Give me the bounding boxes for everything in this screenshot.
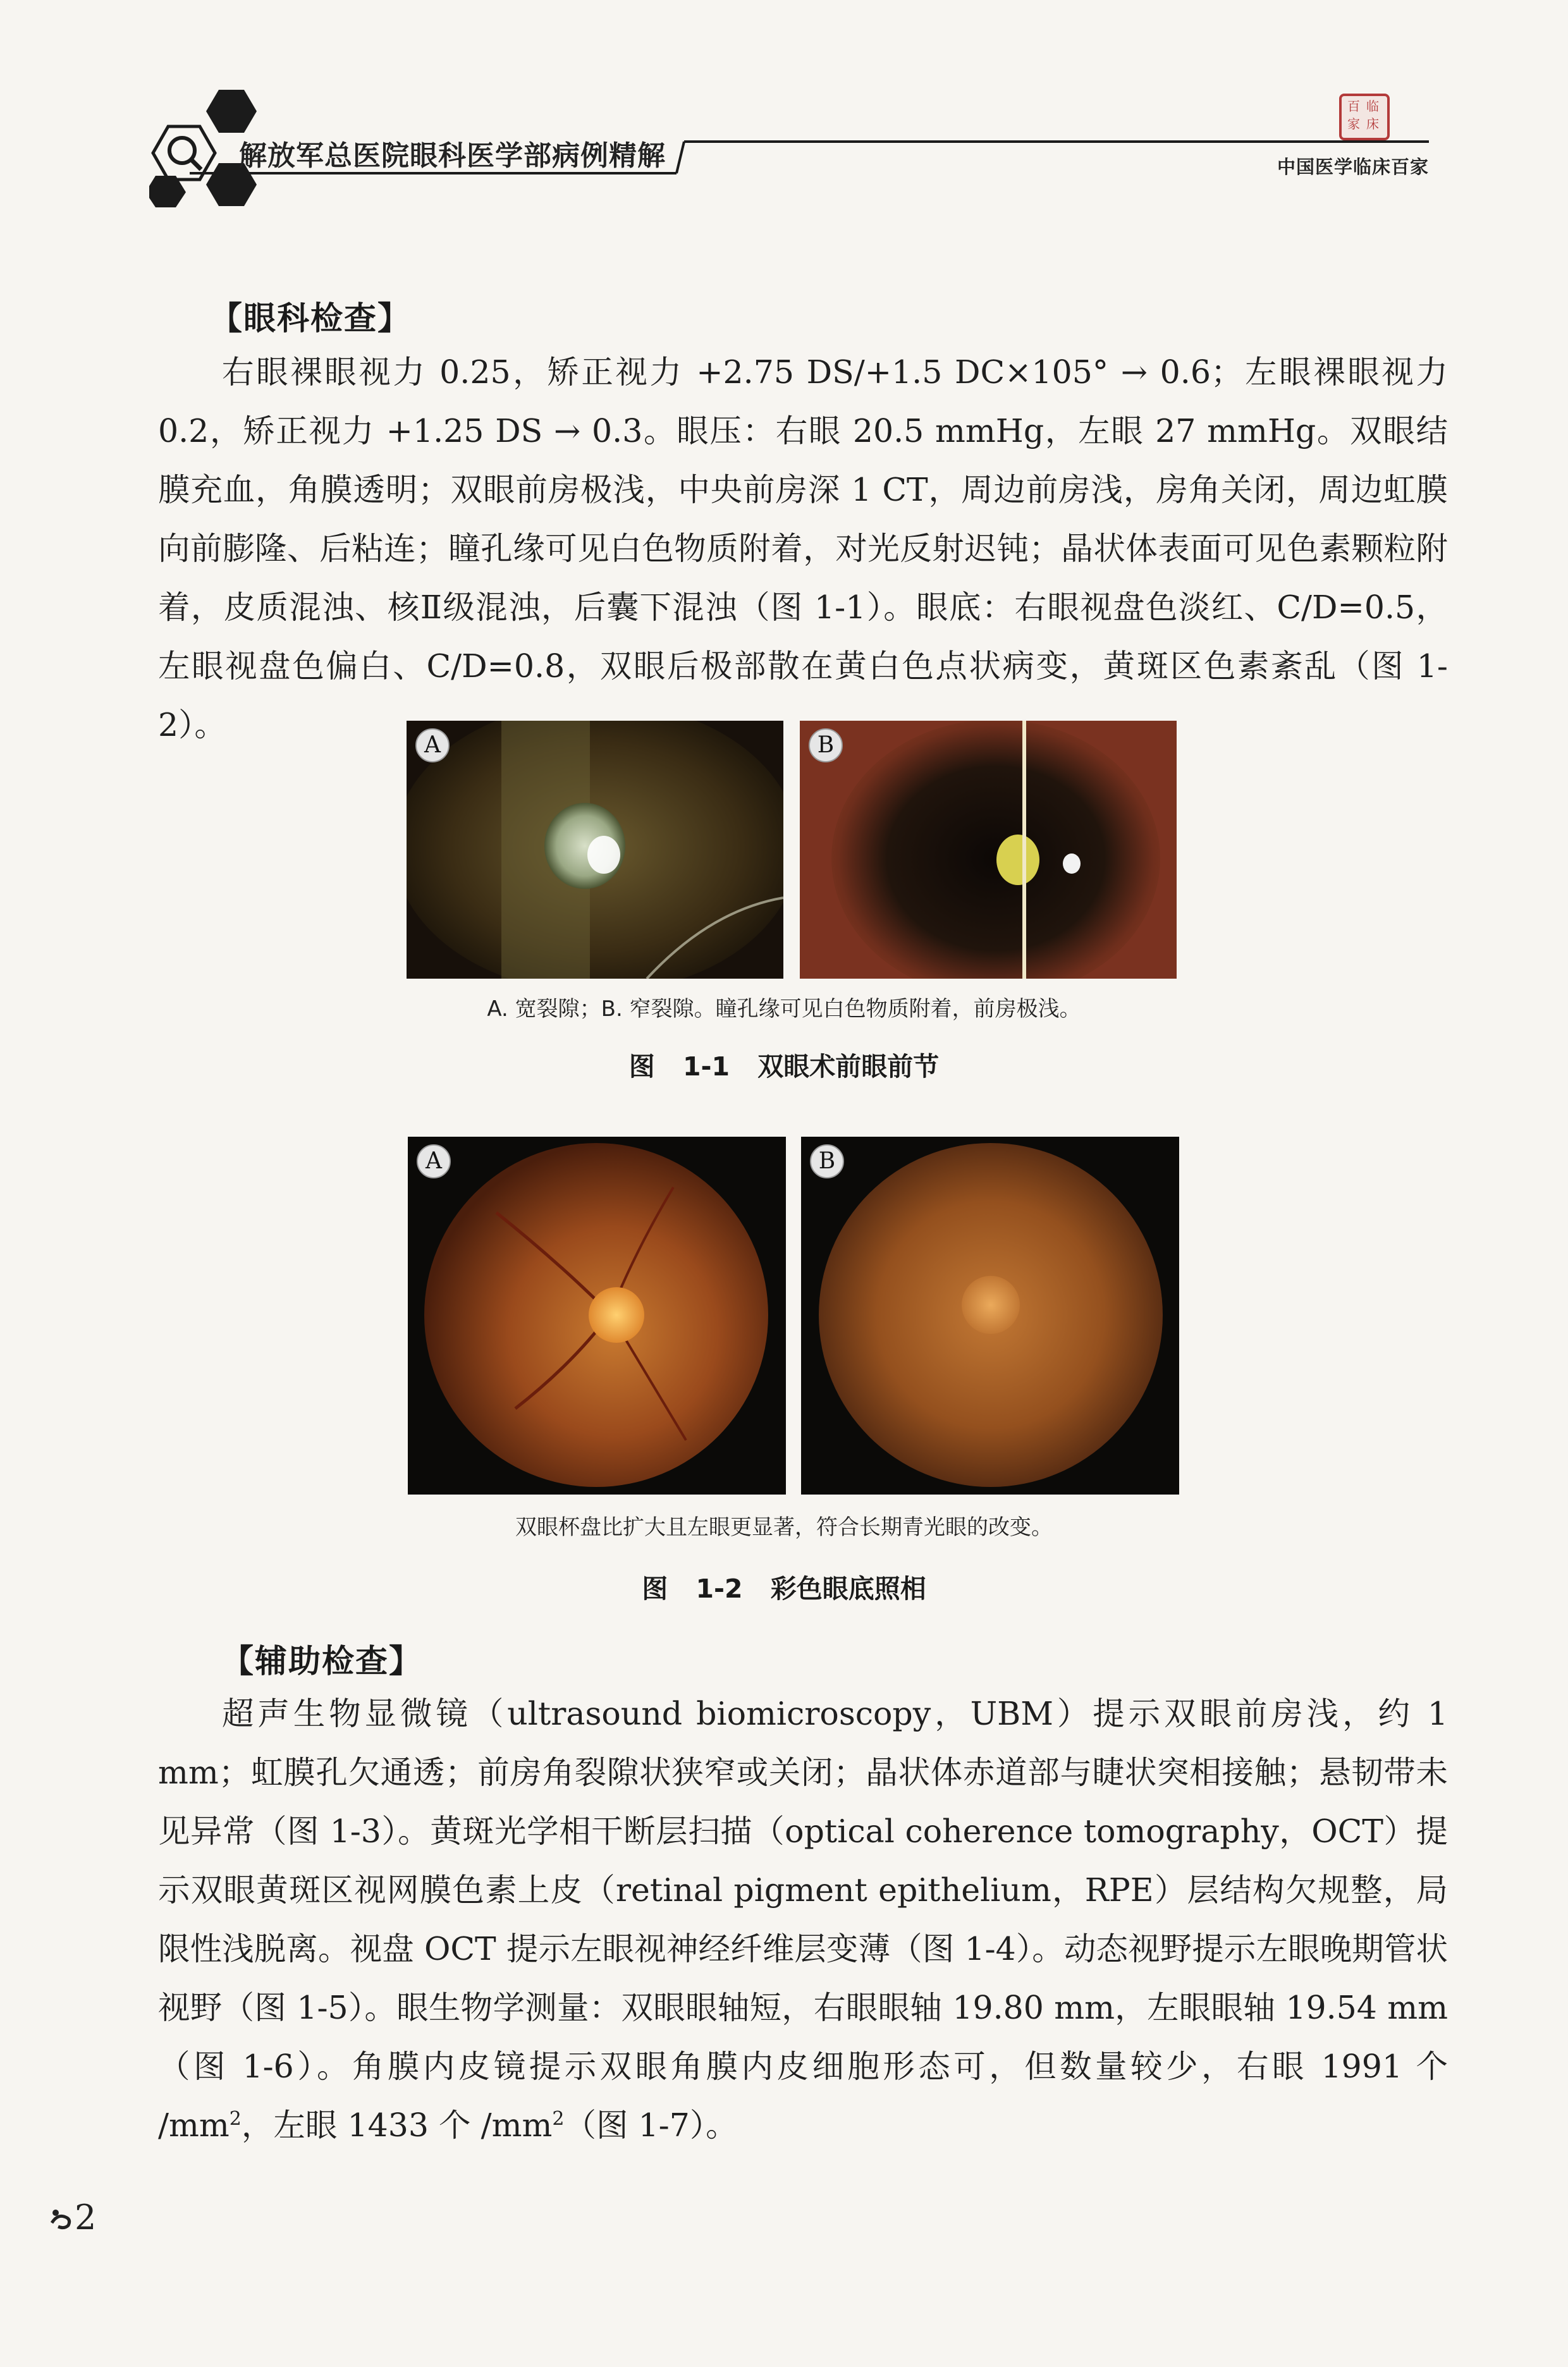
seal-char: 临 bbox=[1366, 99, 1379, 114]
paragraph-text: （图 1-7）。 bbox=[564, 2107, 738, 2144]
eye-exam-paragraph: 右眼裸眼视力 0.25，矫正视力 +2.75 DS/+1.5 DC×105° → 0.6；左眼裸眼视力 0.2，矫正视力 +1.25 DS → 0.3。眼压：右眼 20.5 mmHg，左眼 27 mmHg。双眼结膜充血，角膜透明；双眼前房极浅，中央前房深 1 CT，周边前房浅，房角关闭，周边虹膜向前膨隆、后粘连；瞳孔缘可见白色物质附着，对光反射迟钝；晶状体表面可见色素颗粒附着，皮质混浊、核Ⅱ级混浊，后囊下混浊（图 1-1）。眼底：右眼视盘色淡红、C/D=0.5，左眼视盘色偏白、C/D=0.8，双眼后极部散在黄白色点状病变，黄斑区色素紊乱（图 1-2）。 bbox=[158, 353, 1448, 743]
superscript: 2 bbox=[552, 2108, 565, 2131]
series-seal-logo bbox=[1339, 94, 1390, 140]
slit-lamp-photo-a bbox=[407, 721, 783, 979]
figure-note: A. 宽裂隙；B. 窄裂隙。瞳孔缘可见白色物质附着，前房极浅。 bbox=[487, 996, 1081, 1022]
section-heading-eye-exam: 【眼科检查】 bbox=[210, 300, 412, 338]
header-rule bbox=[190, 139, 1454, 177]
seal-char: 家 bbox=[1347, 116, 1360, 132]
slit-lamp-photo-b bbox=[800, 721, 1177, 979]
auxiliary-exam-paragraph bbox=[158, 1684, 1448, 2155]
panel-label-a: A bbox=[415, 728, 450, 762]
figure-caption: 图 1-1 双眼术前眼前节 bbox=[628, 1051, 940, 1082]
series-name: 中国医学临床百家 bbox=[1277, 156, 1430, 178]
paragraph-text: 超声生物显微镜（ultrasound biomicroscopy，UBM）提示双眼前房浅，约 1 mm；虹膜孔欠通透；前房角裂隙状狭窄或关闭；晶状体赤道部与睫状突相接触；悬韧带未见异常（图 1-3）。黄斑光学相干断层扫描（optical coherence tomography，OCT）提示双眼黄斑区视网膜色素上皮（retinal pigment epithelium，RPE）层结构欠规整，局限性浅脱离。视盘 OCT 提示左眼视神经纤维层变薄（图 1-4）。动态视野提示左眼晚期管状视野（图 1-5）。眼生物学测量：双眼眼轴短，右眼眼轴 19.80 mm，左眼眼轴 19.54 mm（图 1-6）。角膜内皮镜提示双眼角膜内皮细胞形态可，但数量较少，右眼 1991 个 /mm bbox=[158, 1695, 1448, 2144]
figure-note: 双眼杯盘比扩大且左眼更显著，符合长期青光眼的改变。 bbox=[515, 1515, 1053, 1540]
page-ornament-icon bbox=[49, 2204, 75, 2232]
fundus-photo-a bbox=[408, 1137, 786, 1495]
seal-char: 百 bbox=[1347, 99, 1360, 114]
panel-label-a: A bbox=[417, 1144, 451, 1178]
panel-label-b: B bbox=[810, 1144, 844, 1178]
page-number: 2 bbox=[75, 2198, 97, 2237]
seal-char: 床 bbox=[1366, 116, 1379, 132]
fundus-photo-b bbox=[801, 1137, 1179, 1495]
superscript: 2 bbox=[229, 2108, 242, 2131]
book-title: 解放军总医院眼科医学部病例精解 bbox=[239, 140, 666, 172]
panel-label-b: B bbox=[809, 728, 843, 762]
section-heading-auxiliary-exam: 【辅助检查】 bbox=[221, 1643, 423, 1680]
paragraph-text: ，左眼 1433 个 /mm bbox=[241, 2107, 553, 2144]
figure-caption: 图 1-2 彩色眼底照相 bbox=[642, 1574, 926, 1604]
